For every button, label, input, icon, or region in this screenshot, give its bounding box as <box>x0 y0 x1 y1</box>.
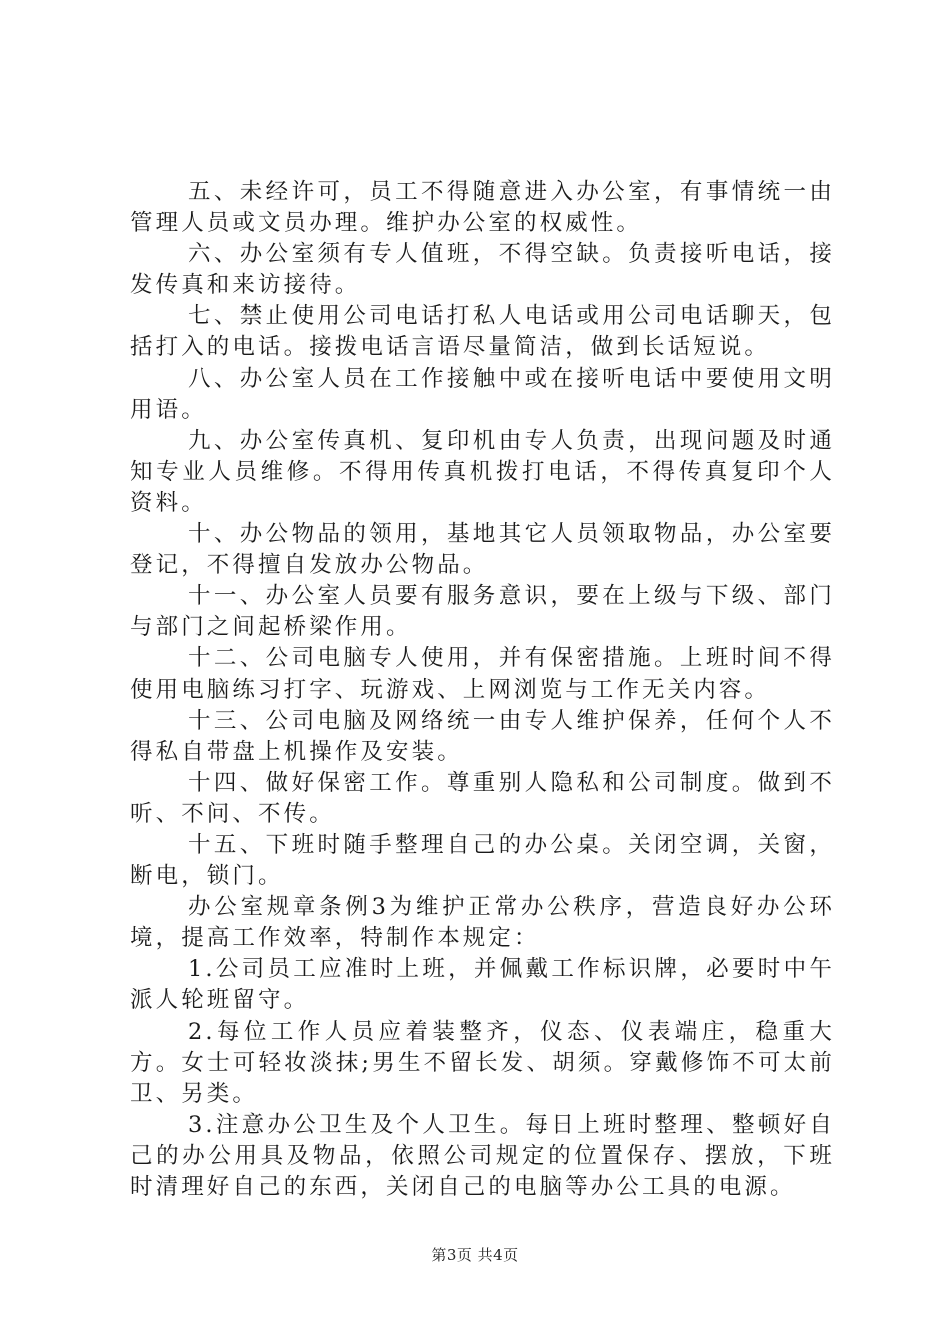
paragraph-section-intro: 办公室规章条例3为维护正常办公秩序，营造良好办公环境，提高工作效率，特制作本规定： <box>130 894 835 952</box>
page-footer: 第3页 共4页 <box>431 1246 519 1264</box>
paragraph-rule-10: 十、办公物品的领用，基地其它人员领取物品，办公室要登记，不得擅自发放办公物品。 <box>130 521 835 579</box>
paragraph-rule-15: 十五、下班时随手整理自己的办公桌。关闭空调，关窗，断电，锁门。 <box>130 831 835 890</box>
paragraph-rule-13: 十三、公司电脑及网络统一由专人维护保养，任何个人不得私自带盘上机操作及安装。 <box>130 707 835 765</box>
paragraph-rule-8: 八、办公室人员在工作接触中或在接听电话中要使用文明用语。 <box>130 365 835 423</box>
paragraph-item-1: 1.公司员工应准时上班，并佩戴工作标识牌，必要时中午派人轮班留守。 <box>130 956 835 1014</box>
paragraph-rule-12: 十二、公司电脑专人使用，并有保密措施。上班时间不得使用电脑练习打字、玩游戏、上网浏览与工作无关内容。 <box>130 645 835 703</box>
document-body <box>130 177 835 1203</box>
paragraph-item-2: 2.每位工作人员应着装整齐，仪态、仪表端庄，稳重大方。女士可轻妆淡抹;男生不留长发、胡须。穿戴修饰不可太前卫、另类。 <box>130 1018 835 1107</box>
paragraph-rule-11: 十一、办公室人员要有服务意识，要在上级与下级、部门与部门之间起桥梁作用。 <box>130 583 835 641</box>
paragraph-rule-9: 九、办公室传真机、复印机由专人负责，出现问题及时通知专业人员维修。不得用传真机拨打电话，不得传真复印个人资料。 <box>130 427 835 516</box>
paragraph-rule-6: 六、办公室须有专人值班，不得空缺。负责接听电话，接发传真和来访接待。 <box>130 241 835 299</box>
paragraph-rule-14: 十四、做好保密工作。尊重别人隐私和公司制度。做到不听、不问、不传。 <box>130 769 835 827</box>
paragraph-item-3: 3.注意办公卫生及个人卫生。每日上班时整理、整顿好自己的办公用具及物品，依照公司规定的位置保存、摆放，下班时清理好自己的东西，关闭自己的电脑等办公工具的电源。 <box>130 1111 835 1200</box>
paragraph-rule-5: 五、未经许可，员工不得随意进入办公室，有事情统一由管理人员或文员办理。维护办公室的权威性。 <box>130 179 835 237</box>
paragraph-rule-7: 七、禁止使用公司电话打私人电话或用公司电话聊天，包括打入的电话。接拨电话言语尽量简洁，做到长话短说。 <box>130 303 835 361</box>
